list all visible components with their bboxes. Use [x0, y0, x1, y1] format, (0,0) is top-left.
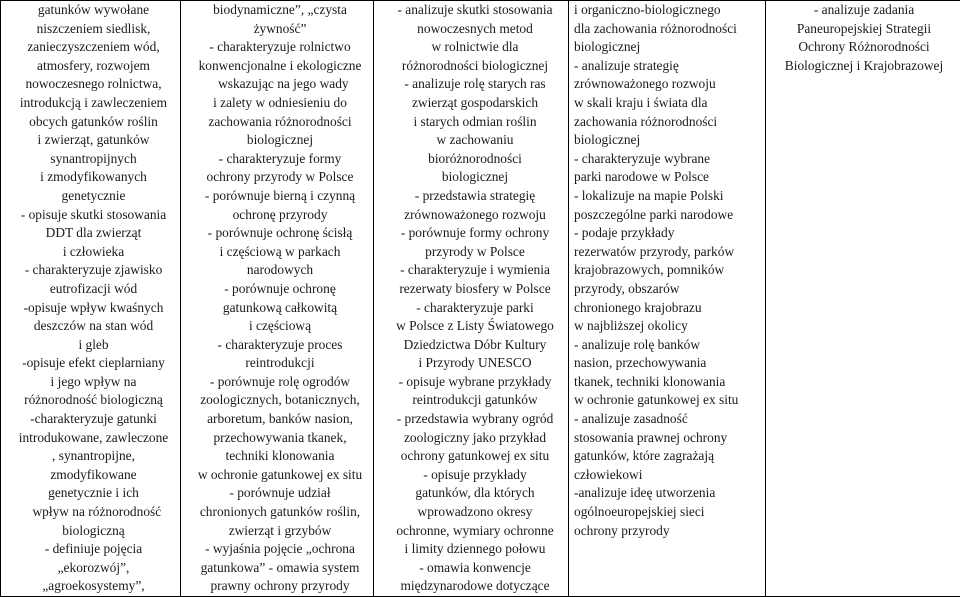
- cell-line: biologicznej: [382, 168, 568, 187]
- cell-line: nowoczesnego rolnictwa,: [7, 75, 180, 94]
- cell-line: zwierząt i grzybów: [187, 522, 373, 541]
- cell-text-column-4: [569, 1, 765, 540]
- cell-line: - analizuje strategię: [574, 57, 765, 76]
- cell-line: obcych gatunków roślin: [7, 113, 180, 132]
- table-cell-column-5: [766, 1, 960, 597]
- cell-line: - charakteryzuje zjawisko: [7, 261, 180, 280]
- cell-line: - definiuje pojęcia: [7, 540, 180, 559]
- cell-line: Paneuropejskiej Strategii: [768, 20, 960, 39]
- cell-line: rezerwatów przyrody, parków: [574, 243, 765, 262]
- cell-line: arboretum, banków nasion,: [187, 410, 373, 429]
- cell-text-column-1: [1, 1, 180, 596]
- table-cell-column-1: [1, 1, 181, 597]
- cell-line: i zwierząt, gatunków: [7, 131, 180, 150]
- cell-line: atmosfery, rozwojem: [7, 57, 180, 76]
- cell-line: introdukowane, zawleczone: [7, 429, 180, 448]
- cell-line: - porównuje udział: [187, 484, 373, 503]
- cell-text-column-3: [374, 1, 568, 596]
- cell-line: - opisuje przykłady: [382, 466, 568, 485]
- cell-line: i starych odmian roślin: [382, 113, 568, 132]
- cell-line: w skali kraju i świata dla: [574, 94, 765, 113]
- cell-line: - opisuje wybrane przykłady: [382, 373, 568, 392]
- cell-line: techniki klonowania: [187, 447, 373, 466]
- cell-line: ochronne, wymiary ochronne: [382, 522, 568, 541]
- cell-line: biologicznej: [574, 38, 765, 57]
- cell-line: ochrony przyrody: [574, 522, 765, 541]
- cell-line: zanieczyszczeniem wód,: [7, 38, 180, 57]
- table-cell-column-3: [374, 1, 569, 597]
- cell-line: gatunków wywołane: [7, 1, 180, 20]
- cell-line: - przedstawia wybrany ogród: [382, 410, 568, 429]
- cell-line: zachowania różnorodności: [187, 113, 373, 132]
- cell-line: zmodyfikowane: [7, 466, 180, 485]
- cell-line: nasion, przechowywania: [574, 354, 765, 373]
- cell-line: zoologiczny jako przykład: [382, 429, 568, 448]
- cell-line: - analizuje skutki stosowania: [382, 1, 568, 20]
- cell-line: zwierząt gospodarskich: [382, 94, 568, 113]
- cell-line: reintrodukcji gatunków: [382, 391, 568, 410]
- cell-line: - porównuje rolę ogrodów: [187, 373, 373, 392]
- table-row: [1, 1, 960, 597]
- cell-line: -charakteryzuje gatunki: [7, 410, 180, 429]
- cell-line: , synantropijne,: [7, 447, 180, 466]
- cell-line: Biologicznej i Krajobrazowej: [768, 57, 960, 76]
- cell-line: żywność”: [187, 20, 373, 39]
- cell-line: przyrody w Polsce: [382, 243, 568, 262]
- cell-text-column-5: [766, 1, 960, 75]
- cell-line: - analizuje rolę banków: [574, 336, 765, 355]
- cell-line: chronionych gatunków roślin,: [187, 503, 373, 522]
- cell-line: - charakteryzuje wybrane: [574, 150, 765, 169]
- cell-line: w rolnictwie dla: [382, 38, 568, 57]
- cell-line: - charakteryzuje proces: [187, 336, 373, 355]
- cell-line: i częściową: [187, 317, 373, 336]
- cell-line: - charakteryzuje parki: [382, 299, 568, 318]
- cell-line: tkanek, techniki klonowania: [574, 373, 765, 392]
- cell-line: i Przyrody UNESCO: [382, 354, 568, 373]
- cell-line: - wyjaśnia pojęcie „ochrona: [187, 540, 373, 559]
- cell-line: i jego wpływ na: [7, 373, 180, 392]
- cell-line: -analizuje ideę utworzenia: [574, 484, 765, 503]
- cell-line: - podaje przykłady: [574, 224, 765, 243]
- cell-line: - porównuje bierną i czynną: [187, 187, 373, 206]
- cell-line: zrównoważonego rozwoju: [574, 75, 765, 94]
- cell-line: i zalety w odniesieniu do: [187, 94, 373, 113]
- cell-line: niszczeniem siedlisk,: [7, 20, 180, 39]
- cell-line: - przedstawia strategię: [382, 187, 568, 206]
- cell-line: DDT dla zwierząt: [7, 224, 180, 243]
- cell-line: i zmodyfikowanych: [7, 168, 180, 187]
- cell-line: dla zachowania różnorodności: [574, 20, 765, 39]
- cell-line: zrównoważonego rozwoju: [382, 206, 568, 225]
- cell-line: Ochrony Różnorodności: [768, 38, 960, 57]
- cell-line: - analizuje rolę starych ras: [382, 75, 568, 94]
- table-cell-column-4: [569, 1, 766, 597]
- cell-line: krajobrazowych, pomników: [574, 261, 765, 280]
- cell-line: ochrony gatunkowej ex situ: [382, 447, 568, 466]
- cell-line: - charakteryzuje rolnictwo: [187, 38, 373, 57]
- cell-line: - porównuje ochronę: [187, 280, 373, 299]
- cell-line: nowoczesnych metod: [382, 20, 568, 39]
- cell-line: - omawia konwencje: [382, 559, 568, 578]
- cell-line: i człowieka: [7, 243, 180, 262]
- cell-line: - analizuje zasadność: [574, 410, 765, 429]
- cell-line: różnorodności biologicznej: [382, 57, 568, 76]
- cell-line: - charakteryzuje i wymienia: [382, 261, 568, 280]
- cell-line: w Polsce z Listy Światowego: [382, 317, 568, 336]
- table-cell-column-2: [181, 1, 374, 597]
- cell-line: gatunkową całkowitą: [187, 299, 373, 318]
- cell-line: w zachowaniu: [382, 131, 568, 150]
- cell-line: i gleb: [7, 336, 180, 355]
- cell-line: chronionego krajobrazu: [574, 299, 765, 318]
- cell-line: zachowania różnorodności: [574, 113, 765, 132]
- cell-line: ogólnoeuropejskiej sieci: [574, 503, 765, 522]
- cell-line: synantropijnych: [7, 150, 180, 169]
- cell-line: gatunków, dla których: [382, 484, 568, 503]
- cell-line: „agroekosystemy”,: [7, 577, 180, 596]
- cell-line: -opisuje efekt cieplarniany: [7, 354, 180, 373]
- cell-line: -opisuje wpływ kwaśnych: [7, 299, 180, 318]
- cell-line: - porównuje formy ochrony: [382, 224, 568, 243]
- cell-line: parki narodowe w Polsce: [574, 168, 765, 187]
- cell-line: gatunkowa” - omawia system: [187, 559, 373, 578]
- cell-line: konwencjonalne i ekologiczne: [187, 57, 373, 76]
- cell-line: w najbliższej okolicy: [574, 317, 765, 336]
- cell-line: narodowych: [187, 261, 373, 280]
- cell-line: międzynarodowe dotyczące: [382, 577, 568, 596]
- cell-line: - analizuje zadania: [768, 1, 960, 20]
- cell-line: w ochronie gatunkowej ex situ: [574, 391, 765, 410]
- cell-line: reintrodukcji: [187, 354, 373, 373]
- cell-line: w ochronie gatunkowej ex situ: [187, 466, 373, 485]
- cell-line: wpływ na różnorodność: [7, 503, 180, 522]
- cell-line: różnorodność biologiczną: [7, 391, 180, 410]
- cell-line: biologicznej: [187, 131, 373, 150]
- cell-text-column-2: [181, 1, 373, 596]
- cell-line: poszczególne parki narodowe: [574, 206, 765, 225]
- cell-line: - opisuje skutki stosowania: [7, 206, 180, 225]
- cell-line: biodynamiczne”, „czysta: [187, 1, 373, 20]
- cell-line: wskazując na jego wady: [187, 75, 373, 94]
- cell-line: prawny ochrony przyrody: [187, 577, 373, 596]
- cell-line: ochronę przyrody: [187, 206, 373, 225]
- cell-line: eutrofizacji wód: [7, 280, 180, 299]
- cell-line: ochrony przyrody w Polsce: [187, 168, 373, 187]
- cell-line: gatunków, które zagrażają: [574, 447, 765, 466]
- cell-line: zoologicznych, botanicznych,: [187, 391, 373, 410]
- cell-line: genetycznie: [7, 187, 180, 206]
- cell-line: stosowania prawnej ochrony: [574, 429, 765, 448]
- cell-line: „ekorozwój”,: [7, 559, 180, 578]
- cell-line: biologiczną: [7, 522, 180, 541]
- cell-line: deszczów na stan wód: [7, 317, 180, 336]
- cell-line: rezerwaty biosfery w Polsce: [382, 280, 568, 299]
- cell-line: człowiekowi: [574, 466, 765, 485]
- cell-line: i częściową w parkach: [187, 243, 373, 262]
- cell-line: przyrody, obszarów: [574, 280, 765, 299]
- cell-line: - porównuje ochronę ścisłą: [187, 224, 373, 243]
- cell-line: genetycznie i ich: [7, 484, 180, 503]
- cell-line: - charakteryzuje formy: [187, 150, 373, 169]
- cell-line: bioróżnorodności: [382, 150, 568, 169]
- cell-line: introdukcją i zawleczeniem: [7, 94, 180, 113]
- cell-line: biologicznej: [574, 131, 765, 150]
- cell-line: i organiczno-biologicznego: [574, 1, 765, 20]
- cell-line: i limity dziennego połowu: [382, 540, 568, 559]
- cell-line: przechowywania tkanek,: [187, 429, 373, 448]
- cell-line: wprowadzono okresy: [382, 503, 568, 522]
- cell-line: - lokalizuje na mapie Polski: [574, 187, 765, 206]
- cell-line: Dziedzictwa Dóbr Kultury: [382, 336, 568, 355]
